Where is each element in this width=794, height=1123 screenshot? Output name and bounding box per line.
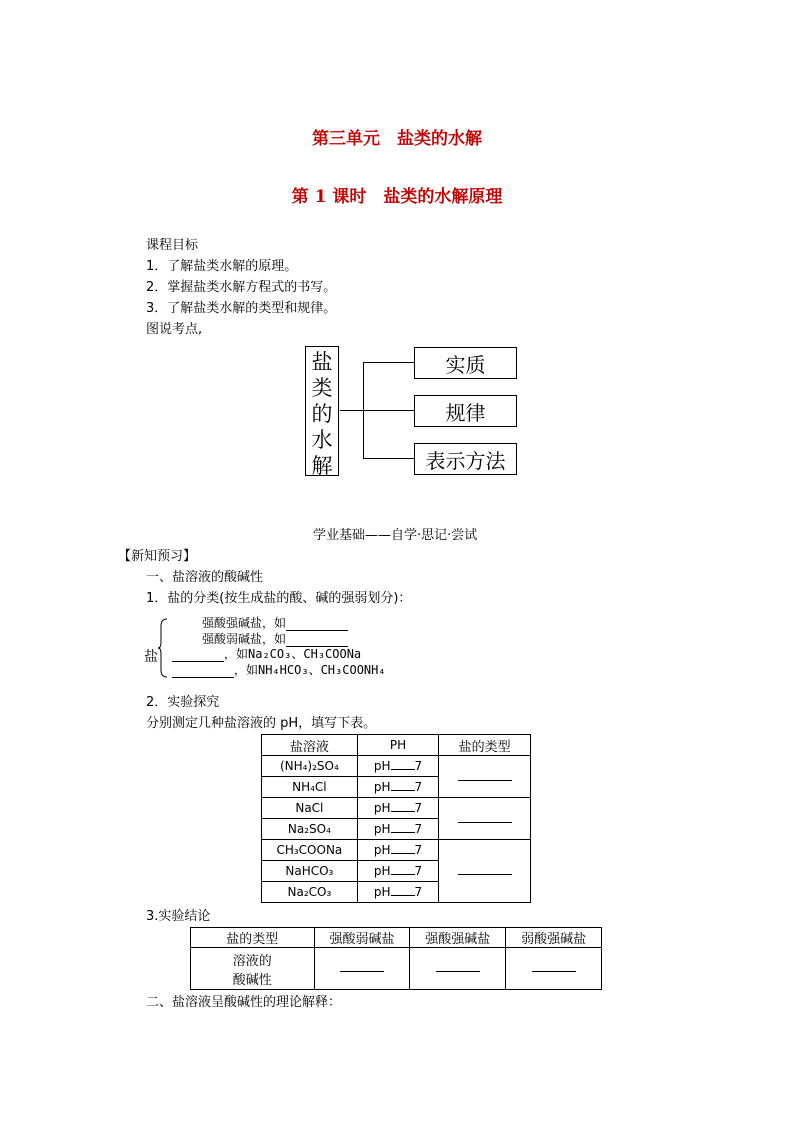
diagram-branch-box: 规律 bbox=[414, 395, 517, 427]
ph-cell: pH 7 bbox=[357, 756, 439, 777]
diagram-root-char: 盐 bbox=[311, 350, 333, 374]
diagram-connector bbox=[363, 458, 414, 459]
salt-cell: CH₃COONa bbox=[262, 840, 358, 861]
table-row bbox=[262, 756, 531, 777]
answer-cell bbox=[410, 948, 506, 990]
diagram-branch-box: 表示方法 bbox=[414, 443, 517, 475]
answer-blank[interactable] bbox=[391, 885, 415, 896]
ph-cell: pH 7 bbox=[357, 798, 439, 819]
diagram-branch-box: 实质 bbox=[414, 347, 517, 379]
class-row-text: 强酸弱碱盐，如 bbox=[202, 632, 287, 646]
table-header: 盐的类型 bbox=[439, 735, 531, 756]
type-cell bbox=[439, 756, 531, 798]
answer-blank[interactable] bbox=[391, 822, 415, 833]
table-header-row bbox=[191, 928, 602, 948]
diagram-root-char: 水 bbox=[311, 428, 333, 452]
table-header: PH bbox=[357, 735, 439, 756]
answer-blank[interactable] bbox=[532, 961, 576, 972]
salt-cell: NH₄Cl bbox=[262, 777, 358, 798]
answer-cell bbox=[314, 948, 410, 990]
ph-cell: pH 7 bbox=[357, 840, 439, 861]
class-row-text: ，如Na₂CO₃、CH₃COONa bbox=[224, 647, 362, 661]
table-header: 强酸弱碱盐 bbox=[314, 928, 410, 948]
goal-item-3: 3．了解盐类水解的类型和规律。 bbox=[146, 301, 337, 316]
ph-cell: pH 7 bbox=[357, 882, 439, 903]
table-header: 强酸强碱盐 bbox=[410, 928, 506, 948]
item3-heading: 3.实验结论 bbox=[146, 909, 211, 924]
conclusion-table bbox=[190, 927, 602, 990]
type-cell bbox=[439, 798, 531, 840]
row-label: 溶液的 酸碱性 bbox=[191, 948, 315, 990]
class-row-3 bbox=[172, 645, 361, 662]
salt-cell: (NH₄)₂SO₄ bbox=[262, 756, 358, 777]
salt-cell: NaCl bbox=[262, 798, 358, 819]
answer-blank[interactable] bbox=[172, 665, 234, 678]
ph-cell: pH 7 bbox=[357, 861, 439, 882]
answer-blank[interactable] bbox=[458, 770, 512, 781]
salt-cell: NaHCO₃ bbox=[262, 861, 358, 882]
item2-desc: 分别测定几种盐溶液的 pH，填写下表。 bbox=[146, 716, 377, 731]
diagram-connector bbox=[363, 410, 414, 411]
table-header: 盐的类型 bbox=[191, 928, 315, 948]
ph-cell: pH 7 bbox=[357, 819, 439, 840]
diagram-connector bbox=[340, 410, 364, 411]
goal-item-2: 2．掌握盐类水解方程式的书写。 bbox=[146, 280, 337, 295]
answer-blank[interactable] bbox=[458, 864, 512, 875]
goal-item-1: 1．了解盐类水解的原理。 bbox=[146, 259, 298, 274]
answer-blank[interactable] bbox=[391, 780, 415, 791]
answer-blank[interactable] bbox=[391, 801, 415, 812]
goals-heading: 课程目标 bbox=[146, 238, 199, 253]
lesson-title: 第 1 课时 盐类的水解原理 bbox=[291, 187, 503, 207]
class-row-text: ，如NH₄HCO₃、CH₃COONH₄ bbox=[234, 663, 386, 677]
diagram-root-char: 解 bbox=[311, 454, 333, 478]
part1-heading: 一、盐溶液的酸碱性 bbox=[146, 570, 264, 585]
answer-blank[interactable] bbox=[458, 812, 512, 823]
answer-blank[interactable] bbox=[391, 864, 415, 875]
table-row bbox=[262, 798, 531, 819]
class-row-4 bbox=[172, 661, 386, 678]
answer-blank[interactable] bbox=[436, 961, 480, 972]
answer-blank[interactable] bbox=[391, 843, 415, 854]
table-row bbox=[262, 840, 531, 861]
diagram-heading: 图说考点, bbox=[146, 322, 203, 337]
diagram-root-char: 的 bbox=[311, 402, 333, 426]
salt-label: 盐 bbox=[144, 649, 158, 665]
ph-cell: pH 7 bbox=[357, 777, 439, 798]
item1-text: 1．盐的分类(按生成盐的酸、碱的强弱划分)： bbox=[146, 591, 412, 606]
part2-heading: 二、盐溶液呈酸碱性的理论解释： bbox=[146, 995, 342, 1010]
class-row-1 bbox=[202, 614, 348, 631]
experiment-table bbox=[261, 734, 531, 903]
item2-heading: 2．实验探究 bbox=[146, 695, 220, 710]
answer-blank[interactable] bbox=[391, 759, 415, 770]
table-header: 盐溶液 bbox=[262, 735, 358, 756]
type-cell bbox=[439, 840, 531, 903]
salt-cell: Na₂SO₄ bbox=[262, 819, 358, 840]
table-header: 弱酸强碱盐 bbox=[506, 928, 602, 948]
class-row-text: 强酸强碱盐，如 bbox=[202, 616, 287, 630]
section-banner: 学业基础——自学·思记·尝试 bbox=[313, 528, 478, 543]
preview-heading: 【新知预习】 bbox=[118, 549, 197, 564]
diagram-root-box bbox=[305, 346, 339, 476]
answer-cell bbox=[506, 948, 602, 990]
brace-icon bbox=[158, 618, 168, 678]
salt-cell: Na₂CO₃ bbox=[262, 882, 358, 903]
table-row bbox=[191, 948, 602, 990]
table-header-row bbox=[262, 735, 531, 756]
answer-blank[interactable] bbox=[340, 961, 384, 972]
diagram-root-char: 类 bbox=[311, 376, 333, 400]
unit-title: 第三单元 盐类的水解 bbox=[312, 129, 482, 149]
diagram-connector bbox=[363, 362, 414, 363]
